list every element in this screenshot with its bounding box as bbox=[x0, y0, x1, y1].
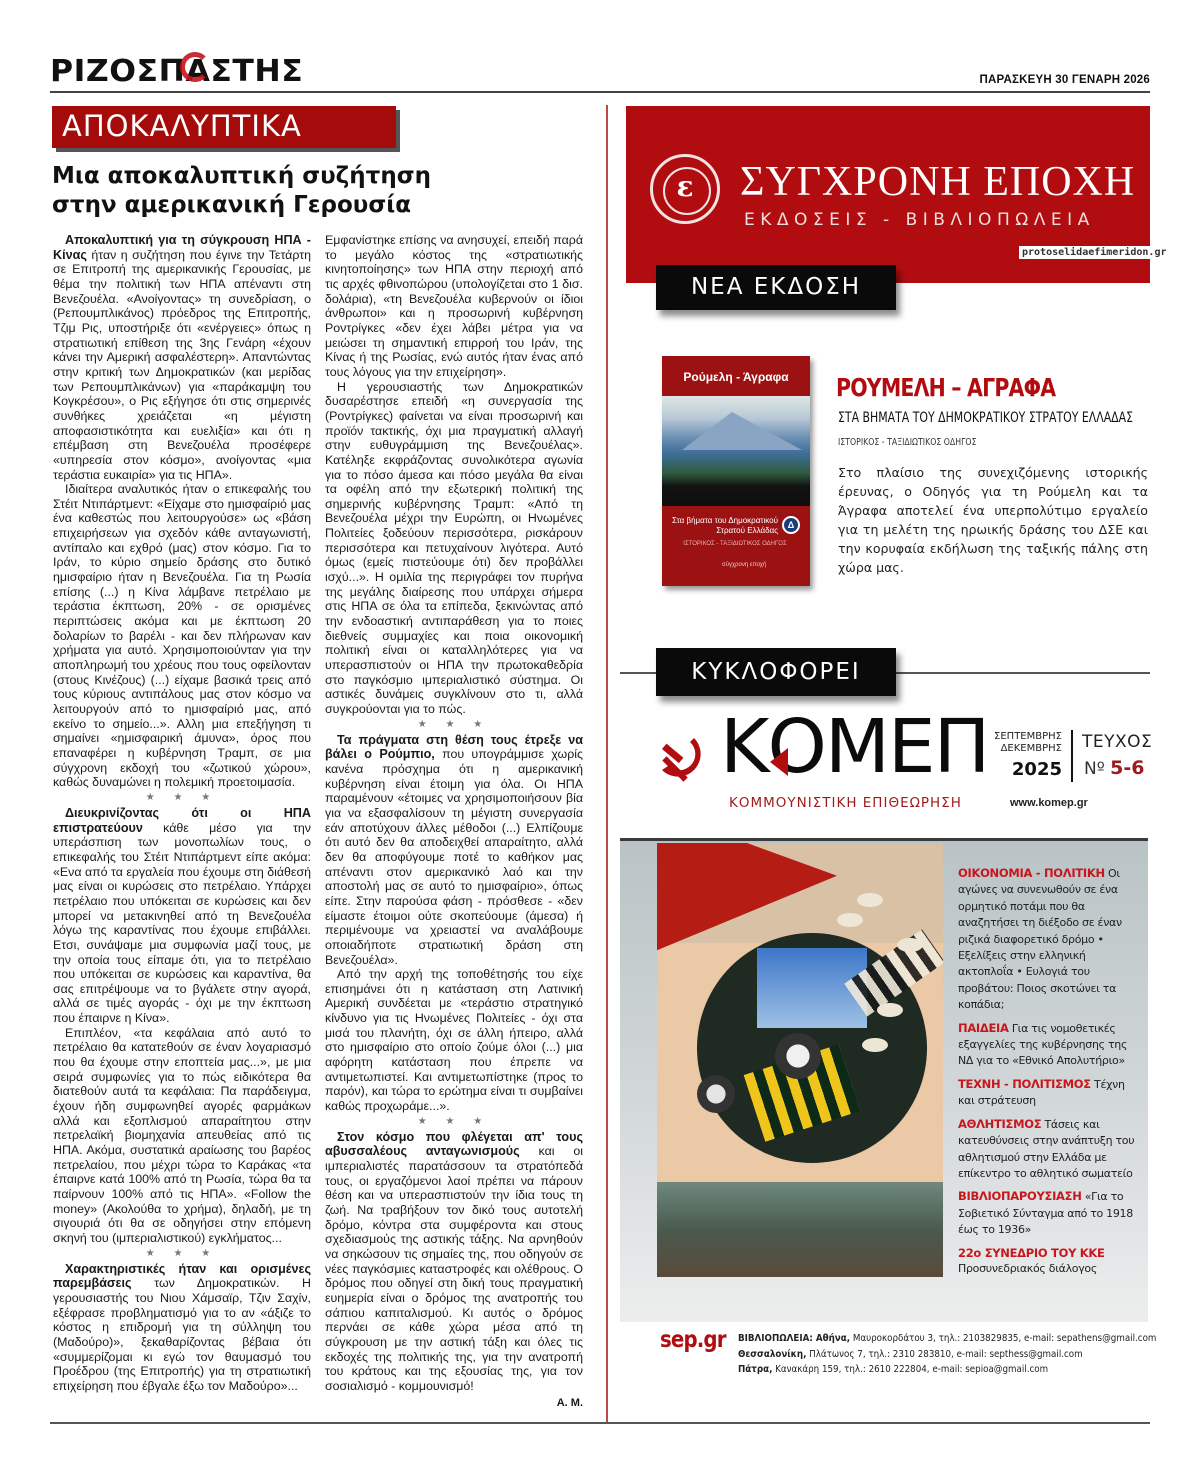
book-subtitle: ΣΤΑ ΒΗΜΑΤΑ ΤΟΥ ΔΗΜΟΚΡΑΤΙΚΟΥ ΣΤΡΑΤΟΥ ΕΛΛΑΔΑΣ bbox=[838, 410, 1134, 426]
mountain-peak-shape bbox=[682, 412, 802, 450]
top-rule bbox=[50, 91, 1150, 93]
sheep-icon bbox=[837, 913, 863, 927]
period-month: ΣΕΠΤΕΜΒΡΗΣ bbox=[994, 731, 1062, 742]
issue-number bbox=[1084, 757, 1144, 779]
bookstore-addresses bbox=[738, 1331, 1156, 1378]
paragraph: Επιπλέον, «τα κεφάλαια από αυτό το πετρέλαιο θα κατατεθούν σε έναν λογαριασμό που θα έχουμε στην εποπτεία μας...», με μια σειρά συμφωνίες για το πώς ειδικότερα θα διατεθούν αυτά τα κεφάλαια: Πα παράδειγμα, έχουν ήδη συμφωνηθεί αγορές φαρμάκων αλλά και εξοπλισμού απαραίτητου στην πετρελαϊκή βιομηχανία απευθείας από τις ΗΠΑ. Ακόμα, συστατικά αραίωσης του βαρέος πετρελαίου, που μέχρι τώρα το Καράκας «τα έπαιρνε κατά 100% από τη Ρωσία, τώρα θα τα παίρνουν 100% από τις ΗΠΑ». «Follow the money» (Ακολούθα το χρήμα), δηλαδή, με τη σιγουριά ότι θα σε οδηγήσει στην επόμενη σκηνή του (ιμπεριαλιστικού) εγκλήματος... bbox=[53, 1025, 311, 1245]
address-city: ΒΙΒΛΙΟΠΩΛΕΙΑ: Αθήνα, bbox=[738, 1333, 851, 1344]
address-city: Θεσσαλονίκη, bbox=[738, 1348, 807, 1360]
emblem-letter: ε bbox=[676, 170, 694, 203]
komep-subtitle: ΚΟΜΜΟΥΝΙΣΤΙΚΗ ΕΠΙΘΕΩΡΗΣΗ bbox=[729, 795, 962, 811]
newspaper-logo: ΡΙΖΟΣΠΑΣΤΗΣ bbox=[50, 54, 304, 89]
cover-tractors bbox=[657, 1182, 943, 1277]
paragraph bbox=[325, 733, 583, 968]
contents-item bbox=[958, 1116, 1138, 1183]
contents-item bbox=[958, 1188, 1138, 1238]
watermark: protoselidaefimeridon.gr bbox=[1019, 246, 1170, 259]
contents-category: ΒΙΒΛΙΟΠΑΡΟΥΣΙΑΣΗ bbox=[958, 1189, 1082, 1204]
address-line bbox=[738, 1331, 1156, 1347]
paragraph-text: κάθε μέσο για την υπεράσπιση των μονοπωλίων τους, ο επικεφαλής του Στέιτ Ντιπάρτμεντ είπε ακόμα: «Ενα από τα εργαλεία που έχουμε στη διάθεσή μας είναι οι κυρώσεις στο πετρέλαιο. Υπάρχει πετρέλαιο που υπόκειται σε κυρώσεις και δεν μπορεί να μετακινηθεί από τη Βενεζουέλα λόγω της καραντίνας που έχουμε επιβάλλει. Ετσι, συνάψαμε μια συμφωνία μαζί τους, με την οποία τους είπαμε ότι, για το πετρέλαιο που υπόκειται σε κυρώσεις και καραντίνα, θα σας επιτρέψουμε να το βγάλετε στην αγορά, αλλά σε τιμές αγοράς - όχι με την έκπτωση που έπαιρνε η Κίνα». bbox=[53, 820, 311, 1026]
publisher-banner bbox=[626, 106, 1167, 283]
author-signature: Α. Μ. bbox=[556, 1396, 583, 1409]
bottom-rule bbox=[50, 1422, 1150, 1424]
paragraph-text: των Δημοκρατικών. Η γερουσιαστής του Νιου Χάμσαϊρ, Τζιν Σαχίν, εξέφρασε προβληματισμό για το αν «άξιζε το κόστος η επιδρομή για τη σύλληψη του (Μαδούρο)», ξεκαθαρίζοντας βέβαια ότι «συμμερίζομαι κι εγώ τον θαυμασμό του Προέδρου (της Επιτροπής) για τη στρατιωτική επιχείρηση που έβγαλε έξω τον Μαδούρο»... bbox=[53, 1276, 311, 1393]
komep-period bbox=[990, 731, 1062, 755]
contents-text: Τέχνη και στράτευση bbox=[958, 1077, 1125, 1108]
out-now-label: ΚΥΚΛΟΦΟΡΕΙ bbox=[656, 648, 896, 696]
contents-category: ΤΕΧΝΗ - ΠΟΛΙΤΙΣΜΟΣ bbox=[958, 1076, 1091, 1091]
paragraph: Εμφανίστηκε επίσης να ανησυχεί, επειδή παρά το μεγάλο κόστος της «στρατιωτικής κινητοποίησης» των ΗΠΑ στην περιοχή από τις αρχές φθινοπώρου (υπολογίζεται στο 1 δισ. δολάρια), «τη Βενεζουέλα κυβερνούν οι ίδιοι άνθρωποι» και η προσωρινή κυβέρνηση Ροντρίγκες «δεν έχει λάβει μέτρα για να μειώσει τη σημαντική επιρροή του Ιράν, της Κίνας ή της Ρωσίας, ενώ αυτός ήταν ένας από τους λόγους για την επιχείρηση». bbox=[325, 233, 583, 379]
section-title: ΑΠΟΚΑΛΥΠΤΙΚΑ bbox=[62, 109, 302, 143]
paragraph bbox=[53, 233, 311, 482]
book-kind: ΙΣΤΟΡΙΚΟΣ - ΤΑΞΙΔΙΩΤΙΚΟΣ ΟΔΗΓΟΣ bbox=[838, 437, 977, 448]
lead-in: Διευκρινίζοντας ότι οι ΗΠΑ επιστρατεύουν bbox=[53, 805, 311, 835]
cover-subtitle-line: Στα βήματα του Δημοκρατικού bbox=[672, 516, 778, 525]
contents-item bbox=[958, 1076, 1138, 1110]
divider bbox=[1071, 730, 1073, 782]
paragraph-text: που υπογράμμισε χωρίς κανένα πρόσχημα ότι η αμερικανική κυβέρνηση είναι έτοιμη για όλα. Οι ΗΠΑ παραμένουν «έτοιμες να χρησιμοποιήσουν βία για να εξασφαλίσουν τη μέγιστη συνεργασία εάν αποτύχουν άλλες μέθοδοι (...) Ελπίζουμε ότι αυτό δεν θα αποδειχθεί απαραίτητο, αλλά δεν θα αποφύγουμε ποτέ το καθήκον μας απέναντι στον αμερικανικό λαό και την αποστολή μας σε αυτό το ημισφαίριο», όπως είπε. Στην παρούσα φάση - πρόσθεσε - «δεν είμαστε έτοιμοι ούτε σκοπεύουμε (άμεσα) ή περιμένουμε να χρειαστεί να αναλάβουμε οποιαδήποτε στρατιωτική δράση στη Βενεζουέλα». bbox=[325, 747, 583, 967]
paragraph bbox=[53, 1262, 311, 1394]
contents-text: Προσυνεδριακός διάλογος bbox=[958, 1261, 1098, 1275]
contents-category: 22ο ΣΥΝΕΔΡΙΟ ΤΟΥ ΚΚΕ bbox=[958, 1245, 1105, 1260]
book-cover-title: Ρούμελη - Άγραφα bbox=[683, 370, 789, 384]
komep-contents bbox=[958, 865, 1138, 1283]
article-column-1 bbox=[53, 233, 311, 1394]
contents-category: ΠΑΙΔΕΙΑ bbox=[958, 1020, 1009, 1035]
komep-logo-accent bbox=[770, 748, 788, 776]
headline-line-2: στην αμερικανική Γερουσία bbox=[52, 192, 412, 218]
lead-in: Χαρακτηριστικές ήταν και ορισμένες παρεμβάσεις bbox=[53, 1261, 311, 1291]
contents-item bbox=[958, 1245, 1138, 1278]
column-divider bbox=[606, 105, 608, 1422]
contents-text: Οι αγώνες να συνενωθούν σε ένα ορμητικό ποτάμι που θα αναζητήσει τη διέξοδο σε έναν ριζικά διαφορετικό δρόμο • Εξελίξεις στην ελληνική ακτοπλοΐα • Ευλογιά του προβάτου: Ποιος σκοτώνει τα κοπάδια; bbox=[958, 867, 1122, 1012]
publisher-emblem-icon bbox=[650, 154, 720, 224]
address-details: Πλάτωνος 7, τηλ.: 2310 283810, e-mail: septhess@gmail.com bbox=[806, 1348, 1083, 1360]
contents-category: ΑΘΛΗΤΙΣΜΟΣ bbox=[958, 1116, 1042, 1131]
contents-text: «Για το Σοβιετικό Σύνταγμα από το 1918 έως το 1936» bbox=[958, 1190, 1133, 1237]
paragraph: Η γερουσιαστής των Δημοκρατικών δυσαρέστησε επειδή «η συνεργασία της (Ροντρίγκες) φαίνεται να είναι προσωρινή και προϊόν τακτικής, όχι μια πραγματική αλλαγή στην ευθυγράμμιση της Βενεζουέλας». Κατέληξε εκφράζοντας συνολικότερα αγωνία για το πόσο άμεσα και πόσο μεγάλα θα είναι τα οφέλη από την εξωτερική πολιτική της σημερινής κυβέρνησης Τραμπ: «Από τη Βενεζουέλα μέχρι την Ευρώπη, οι Ηνωμένες Πολιτείες ξοδεύουν περισσότερα, ρισκάρουν περισσότερα και πετυχαίνουν λιγότερα. Αυτό όμως (εμείς πιστεύουμε ότι) δεν προβάλλει ισχύ...». Η ομιλία της περιγράφει τον πυρήνα της μεγάλης διαίρεσης που υπάρχει σήμερα στις ΗΠΑ σε όλα τα επίπεδα, ξεκινώντας από την ενδοαστική αντιπαράθεση για το ποιες διεθνείς συμμαχίες και ποια οικονομική πολιτική είναι οι καταλληλότερες για να υπερασπιστούν οι ΗΠΑ την πρωτοκαθεδρία στο παγκόσμιο ιμπεριαλιστικό σύστημα. Οι αστικές δυνάμεις συγκλίνουν στο τι, αλλά συγκρούονται για το πώς. bbox=[325, 379, 583, 716]
book-cover-subtitle bbox=[668, 516, 778, 536]
tractor-wheel-icon bbox=[775, 1033, 821, 1079]
lead-in: Στον κόσμο που φλέγεται απ' τους αβυσσαλέους ανταγωνισμούς bbox=[325, 1129, 583, 1159]
article-headline bbox=[52, 162, 572, 220]
paragraph-text: ήταν η συζήτηση που έγινε την Τετάρτη σε Επιτροπή της αμερικανικής Γερουσίας, με θέμα την πολιτική των ΗΠΑ απέναντι στη Βενεζουέλα. «Ανοίγοντας» τη συνεδρίαση, ο (Ρεπουμπλικάνος) πρόεδρος της Επιτροπής, Τζιμ Ρις, υποστήριξε ότι «ενέργειες» όπως η στρατιωτική επίθεση της 3ης Γενάρη «έχουν κάνει την Αμερική ασφαλέστερη». Απαντώντας στην κριτική των Δημοκρατικών (και μερίδας των Ρεπουμπλικάνων) για «παράκαμψη του Κογκρέσου», ο Ρις εξήγησε ότι στις σημερινές συνθήκες χρειάζεται «η μέγιστη αποφασιστικότητα και ευελιξία» και ότι η επέμβαση στη Βενεζουέλα προσέφερε «υπηρεσία στον κόσμο», ανοίγοντας «μια τεράστια ευκαιρία» για τις ΗΠΑ». bbox=[53, 247, 311, 482]
lead-in: Τα πράγματα στη θέση τους έτρεξε να βάλει ο Ρούμπιο, bbox=[325, 732, 583, 762]
sheep-icon bbox=[862, 1038, 888, 1052]
publisher-tagline: ΕΚΔΟΣΕΙΣ - ΒΙΒΛΙΟΠΩΛΕΙΑ bbox=[744, 210, 1095, 230]
hammer-sickle-icon bbox=[650, 728, 710, 788]
book-cover-kind: ΙΣΤΟΡΙΚΟΣ - ΤΑΞΙΔΙΩΤΙΚΟΣ ΟΔΗΓΟΣ bbox=[683, 541, 787, 547]
komep-url: www.komep.gr bbox=[1010, 797, 1088, 809]
address-line bbox=[738, 1347, 1156, 1363]
address-city: Πάτρα, bbox=[738, 1364, 773, 1375]
sheep-icon bbox=[877, 1003, 903, 1017]
book-title: ΡΟΥΜΕΛΗ – ΑΓΡΑΦΑ bbox=[836, 373, 1056, 402]
sheep-icon bbox=[857, 893, 883, 907]
contents-category: ΟΙΚΟΝΟΜΙΑ - ΠΟΛΙΤΙΚΗ bbox=[958, 866, 1105, 880]
dse-badge-icon: Δ bbox=[782, 516, 800, 534]
lead-in: Αποκαλυπτική για τη σύγκρουση ΗΠΑ - Κίνας bbox=[53, 233, 311, 262]
contents-text: Για τις νομοθετικές εξαγγελίες της κυβέρνησης της ΝΔ για το «Εθνικό Απολυτήριο» bbox=[958, 1021, 1128, 1068]
book-cover-publisher: σύγχρονη εποχή bbox=[722, 562, 767, 568]
publisher-name: ΣΥΓΧΡΟΝΗ ΕΠΟΧΗ bbox=[740, 159, 1136, 205]
cover-subtitle-line: Στρατού Ελλάδας bbox=[716, 526, 778, 535]
paragraph-text: και οι ιμπεριαλιστές παρατάσσουν τα στρατόπεδά τους, οι εργαζόμενοι λαοί πρέπει να πάρουν θέση και να υπερασπιστούν την ίδια τους τη ζωή. Να τραβήξουν τον δικό τους αυτοτελή δρόμο, κόντρα στα συμφέροντα και στους σχεδιασμούς της αστικής τάξης. Να αρνηθούν να σηκώσουν τις σημαίες της, που οδηγούν σε νέες παγκόσμιες καταστροφές και ολέθρους. Ο δρόμος που οδηγεί στη δική τους πραγματική ευημερία είναι ο δρόμος της ανατροπής του σάπιου καπιταλισμού. Κι αυτός ο δρόμος περνάει σε κάθε χώρα μέσα από τη σύγκρουση με την αστική τάξη και όλες τις εκδοχές της πολιτικής της, για την ανατροπή του κράτους και της εξουσίας της, για τον σοσιαλισμό - κομμουνισμό! bbox=[325, 1144, 583, 1393]
komep-contents-box bbox=[620, 838, 1148, 1322]
komep-cover-art bbox=[657, 843, 943, 1277]
section-separator: ★ ★ ★ bbox=[145, 791, 219, 803]
paragraph bbox=[53, 806, 311, 1026]
contents-item bbox=[958, 865, 1138, 1014]
paragraph: Από την αρχή της τοποθέτησής του είχε επισημάνει ότι η κατάσταση στη Λατινική Αμερική συνδέεται με «τεράστιο στρατηγικό κίνδυνο για τις Ηνωμένες Πολιτείες - όχι στα μισά του πλανήτη, όχι σε άλλη ήπειρο, αλλά στο ημισφαίριο στο οποίο ζούμε όλοι (...) μια αφόρητη κατάσταση που έπρεπε να αντιμετωπιστεί. Και αντιμετωπίστηκε (προς το παρόν), και τώρα το ερώτημα είναι τι συμβαίνει καθώς προχωράμε...». bbox=[325, 967, 583, 1114]
issue-value: 5-6 bbox=[1110, 757, 1145, 779]
paragraph bbox=[325, 1130, 583, 1394]
komep-logo: ΚΟΜΕΠ bbox=[720, 704, 989, 790]
book-cover bbox=[662, 356, 810, 586]
address-details: Κανακάρη 159, τηλ.: 2610 222804, e-mail: sepioa@gmail.com bbox=[772, 1364, 1049, 1375]
period-month: ΔΕΚΕΜΒΡΗΣ bbox=[1000, 743, 1062, 754]
masthead bbox=[50, 50, 1150, 92]
sep-website: sep.gr bbox=[660, 1327, 726, 1353]
section-separator: ★ ★ ★ bbox=[417, 718, 491, 730]
new-edition-label: ΝΕΑ ΕΚΔΟΣΗ bbox=[656, 265, 896, 310]
issue-prefix: Νº bbox=[1084, 759, 1105, 779]
sheep-icon bbox=[897, 938, 923, 952]
article-column-2 bbox=[325, 233, 583, 1410]
issue-label: ΤΕΥΧΟΣ bbox=[1082, 732, 1153, 752]
contents-text: Τάσεις και κατευθύνσεις στην ανάπτυξη του αθλητισμού στην Ελλάδα με επίκεντρο το αθλητικό σωματείο bbox=[958, 1117, 1135, 1180]
tractor-wheel-icon bbox=[697, 1075, 735, 1113]
address-details: Μαυροκορδάτου 3, τηλ.: 2103829835, e-mail: sepathens@gmail.com bbox=[850, 1333, 1157, 1344]
section-separator: ★ ★ ★ bbox=[145, 1247, 219, 1259]
komep-year: 2025 bbox=[1011, 759, 1062, 780]
section-banner bbox=[52, 106, 396, 148]
paragraph: Ιδιαίτερα αναλυτικός ήταν ο επικεφαλής του Στέιτ Ντιπάρτμεντ: «Είχαμε στο ημισφαίριό μας ένα καθεστώς που λειτουργούσε» ως «βάση επιχειρήσεων για σχεδόν κάθε ανταγωνιστή, αντίπαλο και εχθρό (μας) στον κόσμο. Για το Ιράν, το κύριο σημείο δράσης στο δυτικό ημισφαίριο ήταν η Βενεζουέλα. Για τη Ρωσία επίσης (...) η Κίνα λάμβανε πετρέλαιο με τεράστια έκπτωση, 20% - σε ορισμένες περιπτώσεις ακόμα και με έκπτωση 20 δολαρίων το βαρέλι - και δεν πλήρωναν καν χρήματα για αυτό. Χρησιμοποιούνταν για την αποπληρωμή του χρέους που τους οφείλονταν (στους Κινέζους) (...) είχαμε βασικά τρεις από τους κύριους αντιπάλους μας στον κόσμο να λειτουργούν από το ημισφαίριό μας, από εκείνο το σημείο...». Αλλη μια επεξήγηση τι σημαίνει «ημισφαιρική άμυνα», όρος που επαναφέρει η κυβέρνηση Τραμπ, σε μια σύγχρονη εκδοχή του «ζωτικού χώρου», καθώς δυναμώνει η πολεμική προετοιμασία. bbox=[53, 482, 311, 790]
book-description: Στο πλαίσιο της συνεχιζόμενης ιστορικής έρευνας, ο Οδηγός για τη Ρούμελη και τα Άγραφα αποτελεί ένα υπερπολύτιμο εργαλείο για τη μελέτη της ηρωικής δράσης του ΔΣΕ και την κορυφαία εκδήλωση της ταξικής πάλης στη χώρα μας. bbox=[838, 465, 1148, 575]
address-line bbox=[738, 1362, 1156, 1378]
contents-item bbox=[958, 1020, 1138, 1070]
headline-line-1: Μια αποκαλυπτική συζήτηση bbox=[52, 163, 431, 189]
hammer-sickle-icon bbox=[180, 52, 210, 82]
section-separator: ★ ★ ★ bbox=[417, 1115, 491, 1127]
issue-date: ΠΑΡΑΣΚΕΥΗ 30 ΓΕΝΑΡΗ 2026 bbox=[979, 74, 1150, 86]
